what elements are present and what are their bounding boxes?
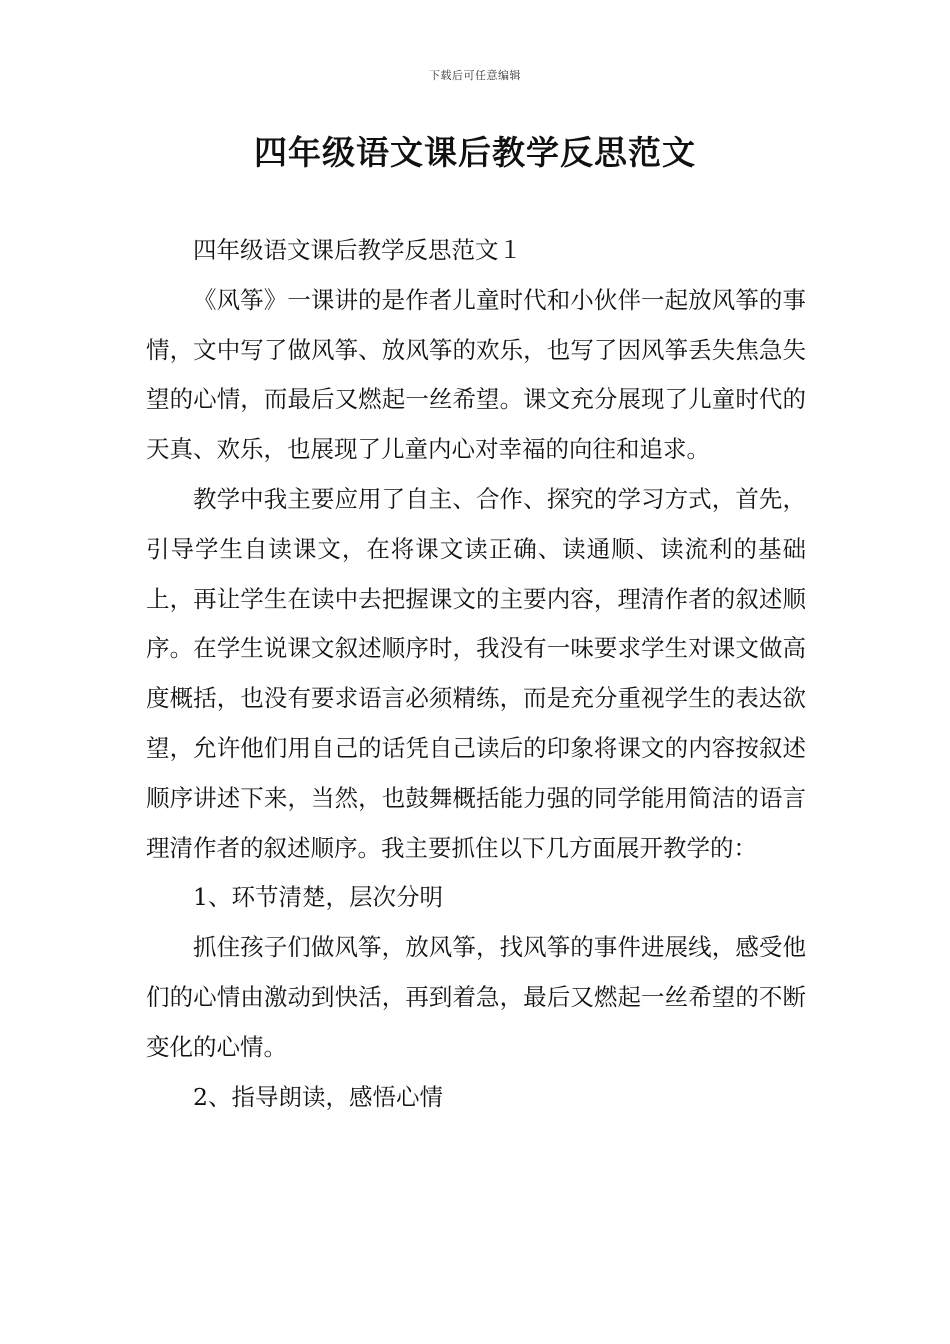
numbered-point-heading: 2、指导朗读，感悟心情	[193, 1082, 443, 1111]
numbered-point-heading: 1、环节清楚，层次分明	[193, 883, 443, 912]
page-header-note: 下载后可任意编辑	[429, 69, 521, 82]
document-title: 四年级语文课后教学反思范文	[254, 133, 696, 172]
body-paragraph: 教学中我主要应用了自主、合作、探究的学习方式，首先，引导学生自读课文，在将课文读正确、读通顺、读流利的基础上，再让学生在读中去把握课文的主要内容，理清作者的叙述顺序。在学生说课文叙述顺序时，我没有一味要求学生对课文做高度概括，也没有要求语言必须精练，而是充分重视学生的表达欲望，允许他们用自己的话凭自己读后的印象将课文的内容按叙述顺序讲述下来，当然，也鼓舞概括能力强的同学能用简洁的语言理清作者的叙述顺序。我主要抓住以下几方面展开教学的：	[146, 484, 806, 862]
body-paragraph: 《风筝》一课讲的是作者儿童时代和小伙伴一起放风筝的事情，文中写了做风筝、放风筝的欢乐，也写了因风筝丢失焦急失望的心情，而最后又燃起一丝希望。课文充分展现了儿童时代的天真、欢乐，也展现了儿童内心对幸福的向往和追求。	[146, 285, 806, 464]
body-paragraph: 抓住孩子们做风筝，放风筝，找风筝的事件进展线，感受他们的心情由激动到快活，再到着急，最后又燃起一丝希望的不断变化的心情。	[146, 933, 806, 1061]
document-body	[146, 226, 806, 1122]
section-heading: 四年级语文课后教学反思范文１	[193, 236, 522, 264]
